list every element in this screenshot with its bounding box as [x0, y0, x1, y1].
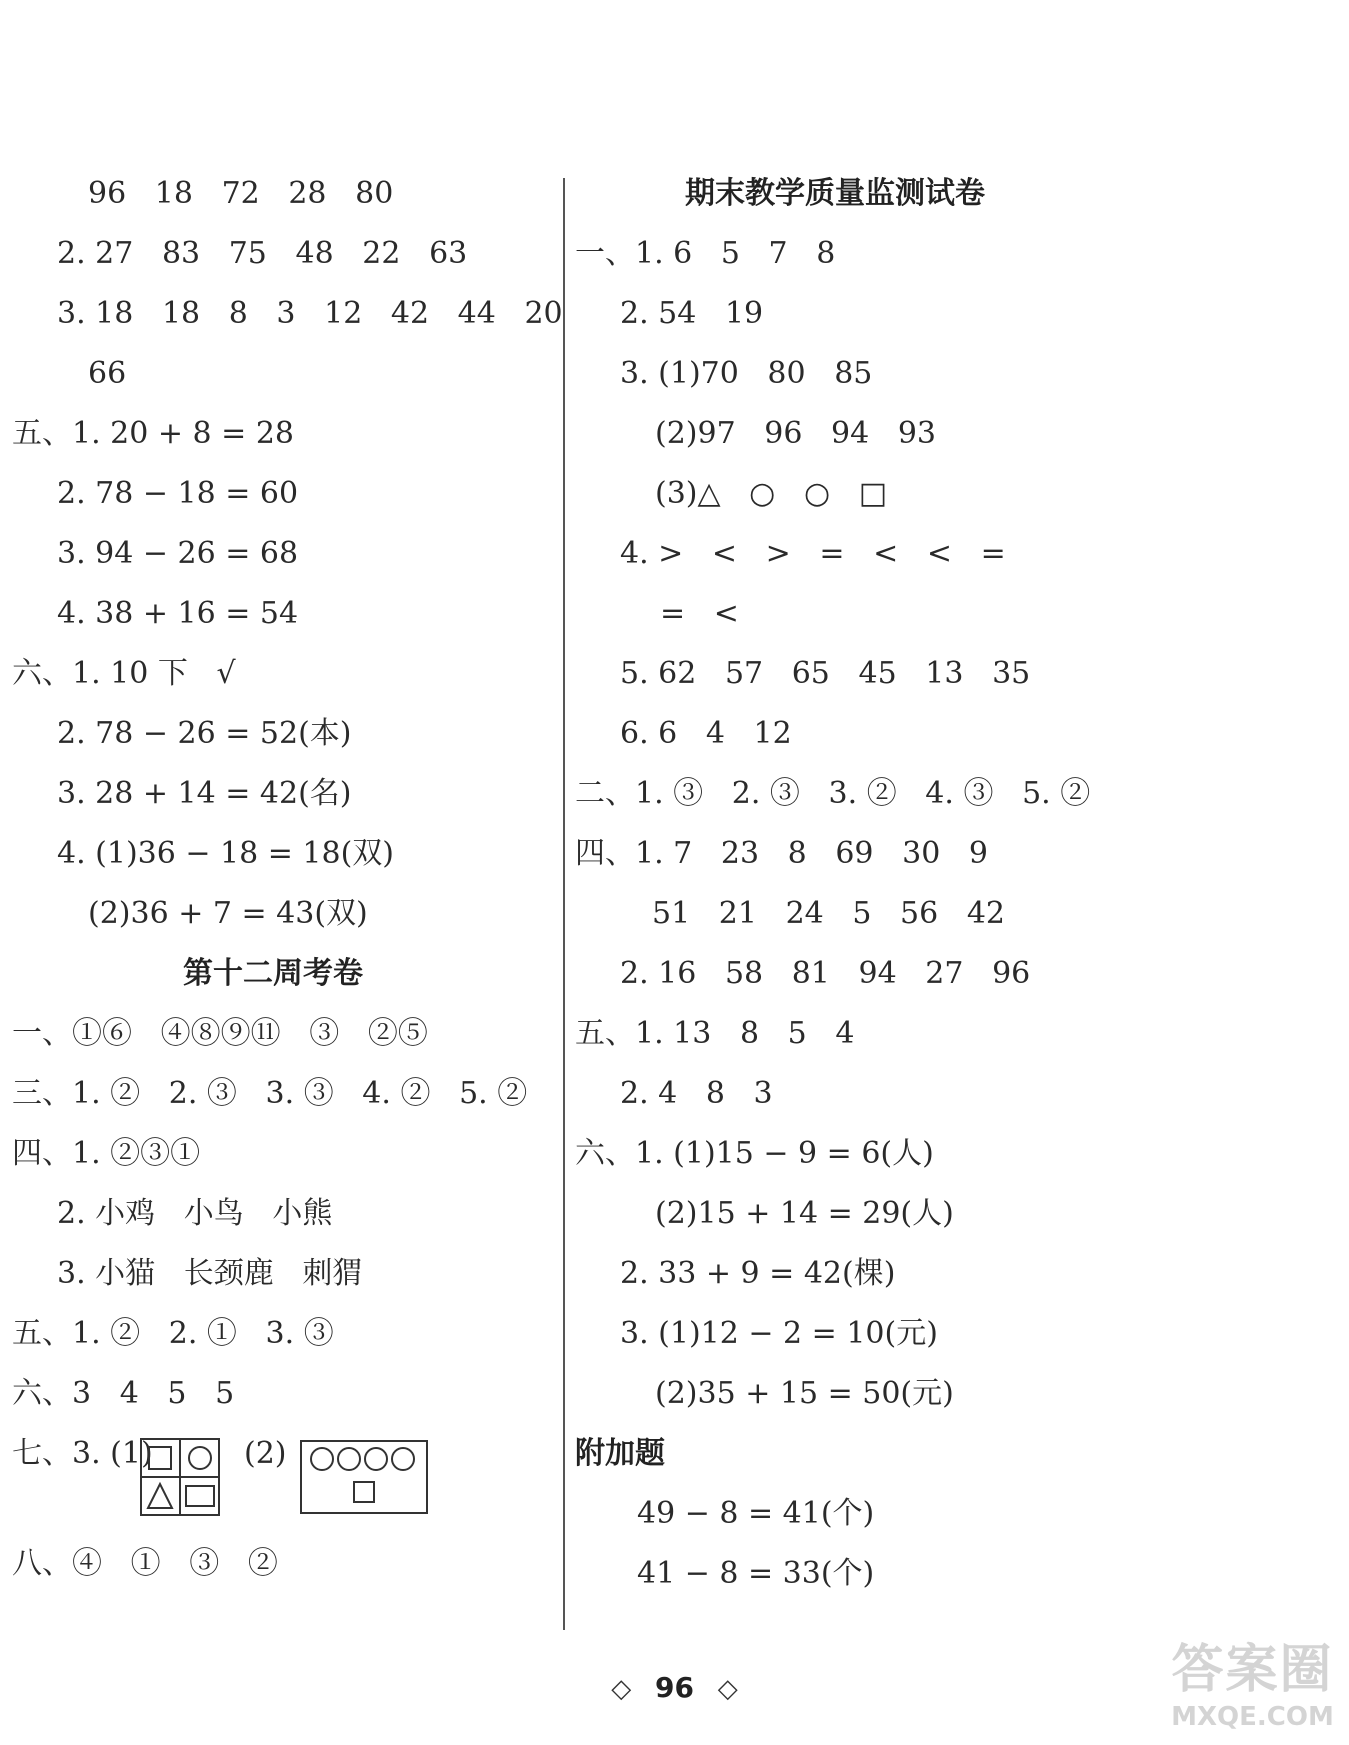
circle-shape [189, 1447, 211, 1469]
answer-line: 51 21 24 5 56 42 [652, 896, 1005, 931]
answer-line: 2. 33 + 9 = 42(棵) [620, 1256, 896, 1291]
circle-shape [338, 1448, 360, 1470]
circle-shape [392, 1448, 414, 1470]
answer-line: 一、1. 6 5 7 8 [575, 236, 836, 271]
answer-line: 六、1. 10 下 √ [12, 656, 236, 691]
answer-line: 66 [88, 356, 127, 391]
diamond-icon: ◇ [611, 1674, 632, 1704]
page-number: 96 [655, 1671, 694, 1704]
answer-line: 2. 54 19 [620, 296, 764, 331]
answer-line: 五、1. 20 + 8 = 28 [12, 416, 295, 451]
watermark-logo-text: 答案圈 [1171, 1640, 1334, 1700]
section-title: 第十二周考卷 [183, 956, 363, 991]
diamond-icon: ◇ [717, 1674, 738, 1704]
answer-line: (2)36 + 7 = 43(双) [88, 896, 368, 931]
answer-line: 2. 16 58 81 94 27 96 [620, 956, 1031, 991]
square-shape [354, 1482, 374, 1502]
answer-line: 五、1. ② 2. ① 3. ③ [12, 1316, 334, 1351]
rectangle-shape [186, 1486, 214, 1506]
circle-shape [311, 1448, 333, 1470]
answer-line: 二、1. ③ 2. ③ 3. ② 4. ③ 5. ② [575, 776, 1091, 811]
exam-title: 期末教学质量监测试卷 [685, 176, 985, 211]
answer-line: 2. 小鸡 小鸟 小熊 [57, 1196, 333, 1231]
answer-line: 4. 38 + 16 = 54 [57, 596, 299, 631]
circle-shape [365, 1448, 387, 1470]
answer-line: 八、④ ① ③ ② [12, 1546, 278, 1581]
answer-line: 四、1. 7 23 8 69 30 9 [575, 836, 988, 871]
answer-line: 2. 78 − 18 = 60 [57, 476, 299, 511]
answer-line: 3. 小猫 长颈鹿 刺猬 [57, 1256, 363, 1291]
answer-line: 6. 6 4 12 [620, 716, 792, 751]
answer-line: 2. 4 8 3 [620, 1076, 773, 1111]
answer-line: 六、1. (1)15 − 9 = 6(人) [575, 1136, 934, 1171]
answer-line: 2. 27 83 75 48 22 63 [57, 236, 468, 271]
site-watermark [1160, 1638, 1345, 1743]
answer-line: 五、1. 13 8 5 4 [575, 1016, 855, 1051]
answer-line: 七、3. (1) [12, 1436, 153, 1471]
answer-line: 四、1. ②③① [12, 1136, 201, 1171]
answer-line: (3)△ ○ ○ □ [655, 476, 888, 511]
answer-line: = < [660, 596, 739, 631]
answer-line: 3. 18 18 8 3 12 42 44 20 [57, 296, 563, 331]
answer-line: 41 − 8 = 33(个) [637, 1556, 875, 1591]
answer-line: 六、3 4 5 5 [12, 1376, 235, 1411]
page-footer [0, 1670, 1349, 1707]
answer-line: 3. 94 − 26 = 68 [57, 536, 299, 571]
shape-grid-figure [140, 1438, 220, 1516]
answer-line: 96 18 72 28 80 [88, 176, 394, 211]
answer-line: 2. 78 − 26 = 52(本) [57, 716, 352, 751]
answer-line: 一、①⑥ ④⑧⑨⑪ ③ ②⑤ [12, 1016, 428, 1051]
answer-line: (2) [244, 1436, 287, 1471]
answer-line: (2)15 + 14 = 29(人) [655, 1196, 954, 1231]
triangle-shape [148, 1484, 172, 1508]
watermark-url: MXQE.COM [1171, 1702, 1334, 1732]
answer-line: 49 − 8 = 41(个) [637, 1496, 875, 1531]
answer-line: 4. (1)36 − 18 = 18(双) [57, 836, 395, 871]
answer-line: 3. 28 + 14 = 42(名) [57, 776, 352, 811]
answer-line: 三、1. ② 2. ③ 3. ③ 4. ② 5. ② [12, 1076, 528, 1111]
column-divider [563, 178, 565, 1630]
answer-line: (2)35 + 15 = 50(元) [655, 1376, 954, 1411]
answer-line: 3. (1)12 − 2 = 10(元) [620, 1316, 938, 1351]
square-shape [149, 1447, 171, 1469]
answer-line: 5. 62 57 65 45 13 35 [620, 656, 1031, 691]
circles-box-figure [300, 1440, 428, 1514]
extra-question-title: 附加题 [575, 1436, 665, 1471]
answer-line: 4. > < > = < < = [620, 536, 1006, 571]
answer-line: 3. (1)70 80 85 [620, 356, 873, 391]
answer-line: (2)97 96 94 93 [655, 416, 937, 451]
